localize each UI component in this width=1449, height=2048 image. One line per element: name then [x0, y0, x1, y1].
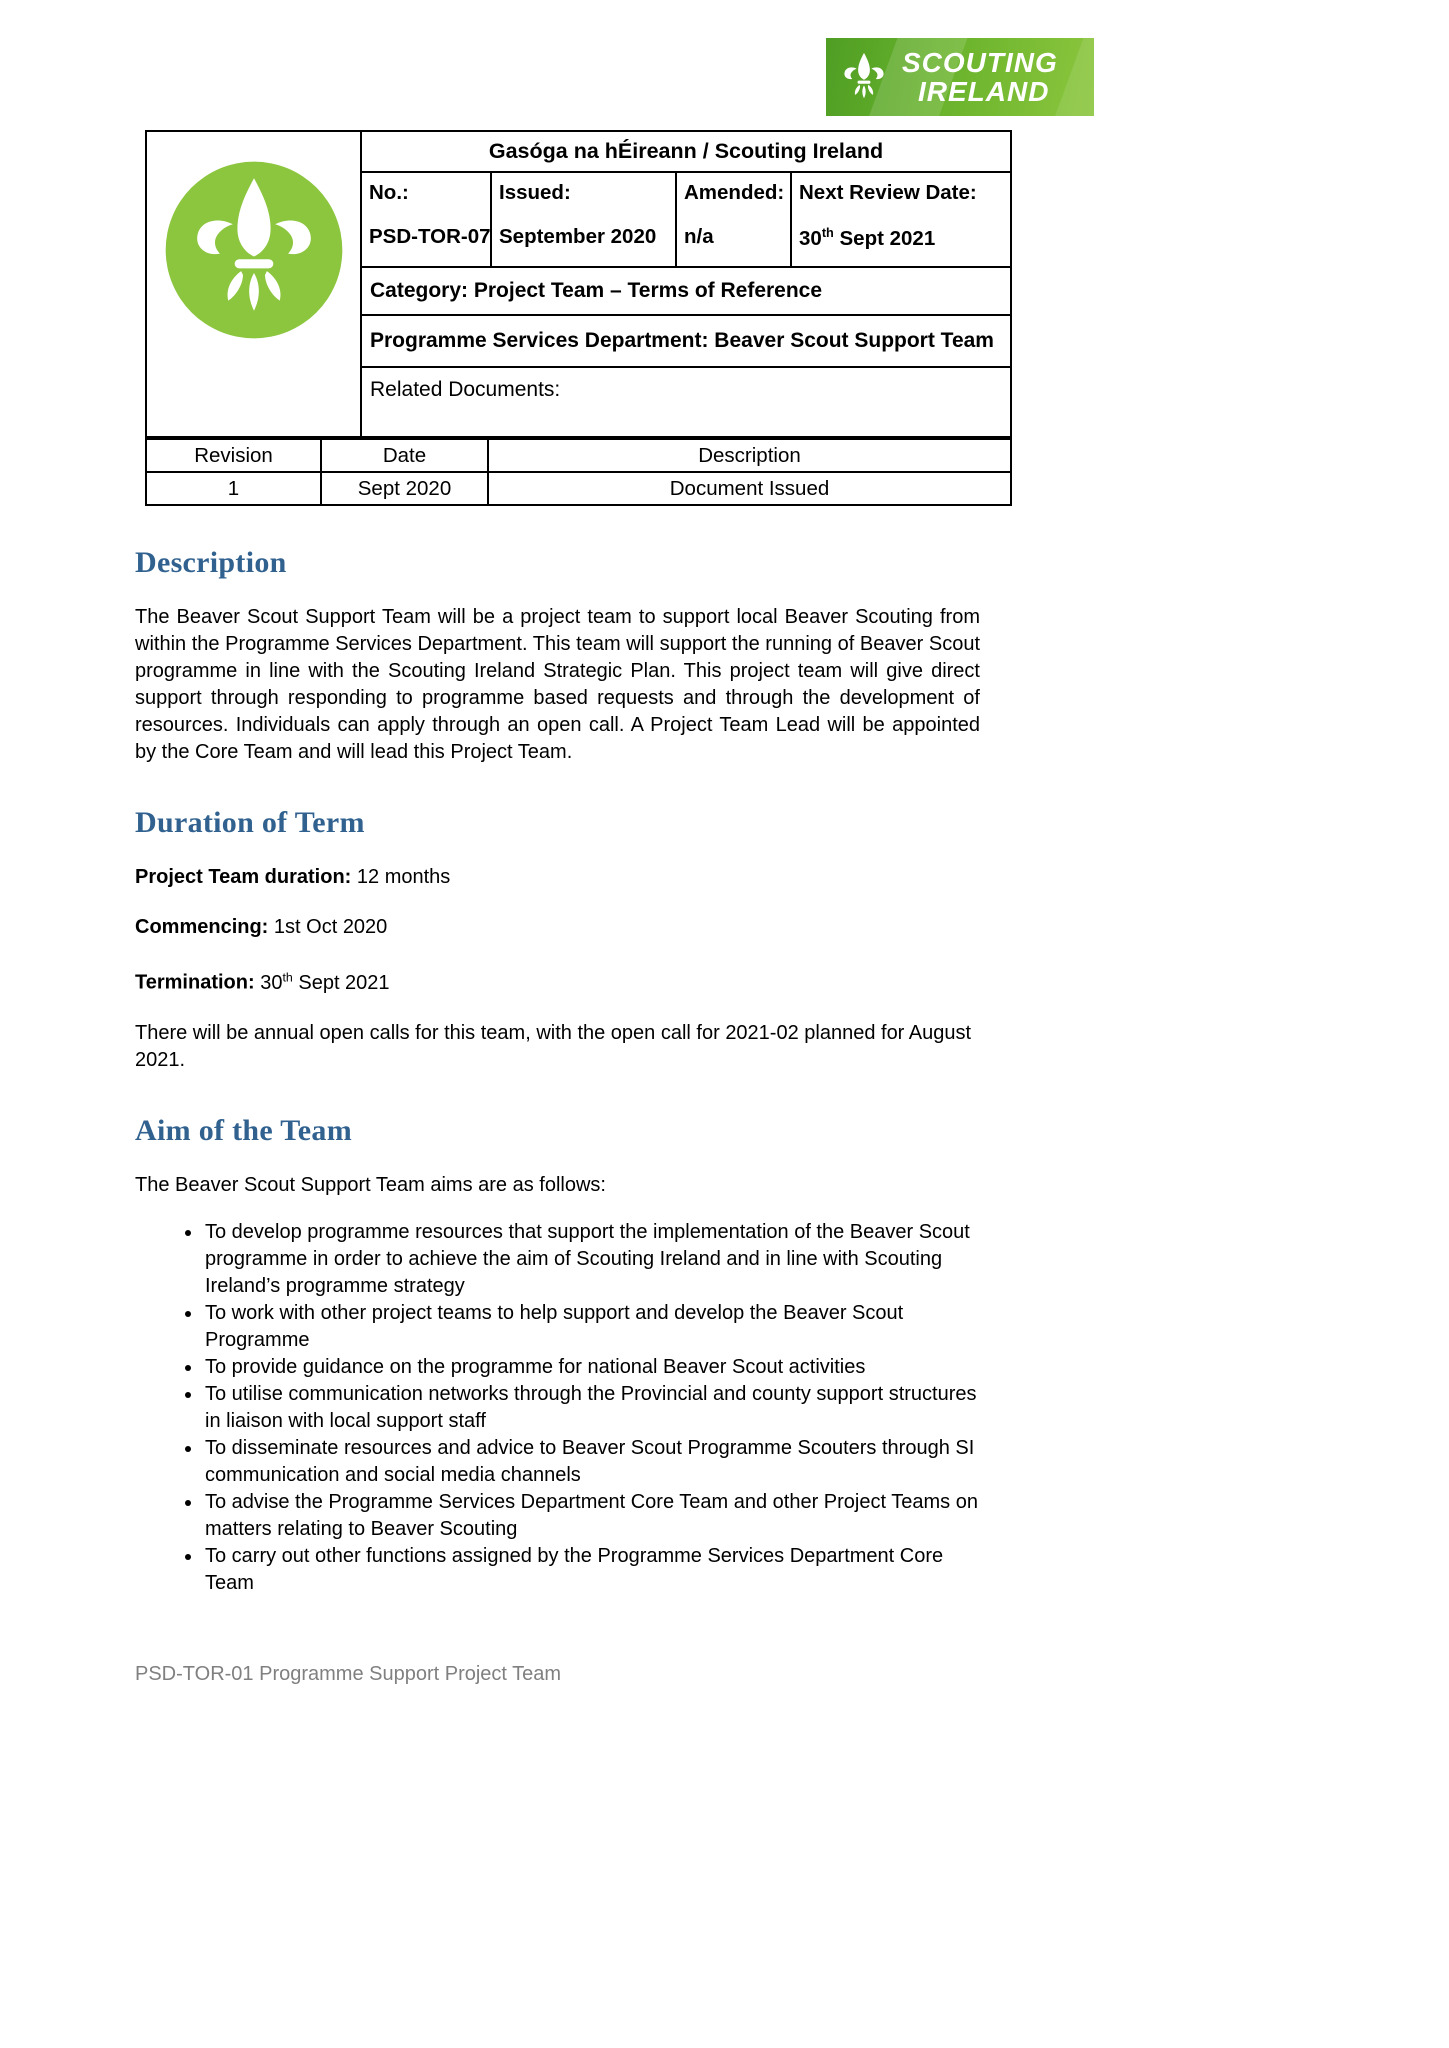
- aims-list: [135, 1219, 980, 1597]
- aim-item: • To develop programme resources that support the implementation of the Beaver Scout programme in order to achieve the aim of Scouting Ireland and in line with Scouting Ireland’s programme strategy: [203, 1219, 980, 1300]
- issued-value: September 2020: [499, 225, 657, 248]
- related-documents-row: Related Documents:: [361, 367, 1011, 437]
- revision-description: Document Issued: [488, 472, 1011, 505]
- footer-text: PSD-TOR-01 Programme Support Project Team: [135, 1662, 562, 1685]
- description-column-header: Description: [488, 439, 1011, 472]
- revision-header-row: [146, 439, 1011, 472]
- project-team-duration-line: [135, 864, 980, 891]
- document-body: [135, 130, 994, 1686]
- crest-logo-cell: [146, 131, 361, 437]
- issued-label: Issued:: [499, 181, 571, 204]
- next-review-day: 30: [799, 226, 822, 250]
- aim-item: • To utilise communication networks through the Provincial and county support structures in liaison with local support staff: [203, 1381, 980, 1435]
- amended-value: n/a: [684, 225, 714, 248]
- termination-month-year: Sept 2021: [292, 971, 390, 994]
- department-row: Programme Services Department: Beaver Scout Support Team: [361, 315, 1011, 367]
- description-paragraph: The Beaver Scout Support Team will be a project team to support local Beaver Scouting from within the Programme Services Department. This team will support the running of Beaver Scout programme in line with the Scouting Ireland Strategic Plan. This project team will give direct support through responding to programme based requests and through the development of resources. Individuals can apply through an open call. A Project Team Lead will be appointed by the Core Team and will lead this Project Team.: [135, 606, 980, 763]
- banner-wordmark: [902, 48, 1058, 106]
- doc-number-label: No.:: [369, 181, 409, 204]
- revision-date: Sept 2020: [321, 472, 488, 505]
- doc-number-value: PSD-TOR-07: [369, 225, 491, 248]
- aims-intro: The Beaver Scout Support Team aims are as follows:: [135, 1173, 606, 1196]
- termination-day: 30: [260, 971, 283, 994]
- fleur-de-lis-icon: [836, 47, 892, 107]
- issued-cell: [491, 172, 676, 267]
- banner-word-scouting: SCOUTING: [902, 46, 1058, 78]
- duration-heading: Duration of Term: [135, 806, 365, 839]
- next-review-label: Next Review Date:: [799, 181, 977, 204]
- doc-number-cell: [361, 172, 491, 267]
- aim-item: • To provide guidance on the programme for national Beaver Scout activities: [203, 1354, 980, 1381]
- revision-table: [145, 438, 1012, 506]
- commencing-value: 1st Oct 2020: [273, 916, 388, 938]
- next-review-value: [799, 225, 1003, 251]
- aim-item: • To carry out other functions assigned by the Programme Services Department Core Team: [203, 1543, 980, 1597]
- revision-number: 1: [146, 472, 321, 505]
- amended-label: Amended:: [684, 181, 785, 204]
- amended-cell: [676, 172, 791, 267]
- termination-value: [260, 972, 389, 994]
- category-row: Category: Project Team – Terms of Reference: [361, 267, 1011, 315]
- aim-item: • To disseminate resources and advice to Beaver Scout Programme Scouters through SI communication and social media channels: [203, 1435, 980, 1489]
- org-title: Gasóga na hÉireann / Scouting Ireland: [361, 131, 1011, 172]
- description-heading: Description: [135, 546, 287, 579]
- date-column-header: Date: [321, 439, 488, 472]
- aims-heading: Aim of the Team: [135, 1113, 352, 1147]
- document-header-table: [145, 130, 1012, 438]
- next-review-cell: [791, 172, 1011, 267]
- termination-label: Termination:: [135, 971, 255, 994]
- next-review-month-year: Sept 2021: [833, 226, 936, 250]
- commencing-label: Commencing:: [135, 916, 269, 938]
- scouting-ireland-banner-logo: [826, 38, 1094, 116]
- termination-ordinal: th: [282, 970, 293, 984]
- next-review-ordinal: th: [821, 225, 834, 240]
- revision-data-row: [146, 472, 1011, 505]
- revision-column-header: Revision: [146, 439, 321, 472]
- open-call-note: There will be annual open calls for this team, with the open call for 2021-02 planned for August 2021.: [135, 1021, 972, 1071]
- aim-item: • To advise the Programme Services Department Core Team and other Project Teams on matters relating to Beaver Scouting: [203, 1489, 980, 1543]
- banner-word-ireland: IRELAND: [918, 76, 1050, 107]
- aim-item: • To work with other project teams to help support and develop the Beaver Scout Programme: [203, 1300, 980, 1354]
- termination-line: [135, 964, 980, 997]
- commencing-line: [135, 914, 980, 941]
- project-team-duration-value: 12 months: [356, 866, 451, 888]
- scouting-ireland-crest-logo: [162, 158, 346, 342]
- project-team-duration-label: Project Team duration:: [135, 866, 352, 888]
